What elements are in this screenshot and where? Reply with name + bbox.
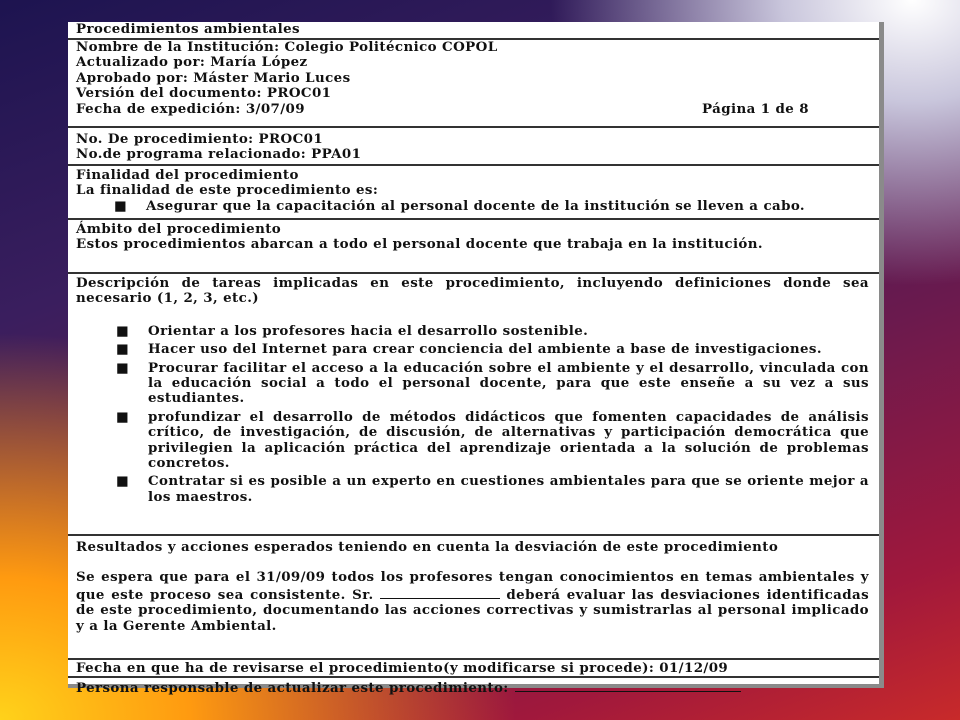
procedure-document	[68, 21, 884, 696]
results-text: Se espera que para el 31/09/09 todos los profesores tengan conocimientos en temas ambientales y que este proceso sea consistente. Sr. deberá evaluar las desviaciones identificadas de este procedimiento, documentando las acciones correctivas y sumistrarlas al personal implicado y a la Gerente Ambiental.	[76, 569, 870, 634]
scope-text: Estos procedimientos abarcan a todo el personal docente que trabaja en la institución.	[76, 236, 763, 253]
issue-date: Fecha de expedición: 3/07/09	[76, 100, 305, 117]
purpose-list	[76, 199, 869, 214]
title-section	[68, 22, 879, 40]
bullet-icon: ■	[116, 408, 130, 425]
bullet-icon: ■	[116, 359, 130, 376]
related-program: No.de programa relacionado: PPA01	[76, 146, 362, 163]
bullet-icon: ■	[114, 197, 128, 214]
date-page-row	[76, 102, 869, 117]
tasks-list	[76, 324, 869, 505]
bullet-icon: ■	[116, 322, 130, 339]
scope-heading: Ámbito del procedimiento	[76, 221, 282, 237]
updated-by: Actualizado por: María López	[76, 54, 308, 71]
bullet-icon: ■	[116, 341, 130, 358]
responsible-blank-line	[515, 679, 741, 692]
results-heading: Resultados y acciones esperados teniendo en cuenta la desviación de este procedimiento	[76, 539, 779, 555]
info-section	[68, 40, 879, 128]
list-item: ■ Hacer uso del Internet para crear conciencia del ambiente a base de investigaciones.	[116, 341, 822, 358]
page-number: Página 1 de 8	[702, 100, 809, 117]
list-item: ■ Asegurar que la capacitación al personal docente de la institución se lleven a cabo.	[114, 197, 805, 214]
document-version: Versión del documento: PROC01	[76, 85, 332, 102]
list-item: ■ Contratar si es posible a un experto en cuestiones ambientales para que se oriente mejor a los maestros.	[116, 473, 869, 505]
bullet-icon: ■	[116, 473, 130, 490]
name-blank-line	[380, 586, 500, 599]
results-section	[68, 536, 879, 660]
responsible-section	[68, 678, 879, 698]
scope-section	[68, 220, 879, 274]
purpose-section	[68, 166, 879, 220]
tasks-heading: Descripción de tareas implicadas en este procedimiento, incluyendo definiciones donde sea necesario (1, 2, 3, etc.)	[76, 275, 869, 307]
purpose-heading: Finalidad del procedimiento	[76, 167, 299, 183]
list-item: ■ profundizar el desarrollo de métodos didácticos que fomenten capacidades de análisis crítico, de investigación, de discusión, de alternativas y participación democrática que privilegien la aplicación práctica del aprendizaje orientada a la solución de problemas concretos.	[116, 408, 869, 472]
institution-name: Nombre de la Institución: Colegio Politécnico COPOL	[76, 39, 498, 55]
review-section	[68, 660, 879, 678]
tasks-section	[68, 274, 879, 536]
procedure-number: No. De procedimiento: PROC01	[76, 131, 324, 147]
procedure-number-section	[68, 128, 879, 166]
list-item: ■ Procurar facilitar el acceso a la educación sobre el ambiente y el desarrollo, vinculada con la educación social a todo el personal docente, para que este enseñe a su vez a sus estudiantes.	[116, 359, 869, 407]
document-title: Procedimientos ambientales	[76, 21, 300, 37]
responsible-person: Persona responsable de actualizar este procedimiento:	[76, 679, 869, 696]
review-date: Fecha en que ha de revisarse el procedimiento(y modificarse si procede): 01/12/09	[76, 660, 729, 676]
purpose-intro: La finalidad de este procedimiento es:	[76, 182, 379, 199]
approved-by: Aprobado por: Máster Mario Luces	[76, 69, 351, 86]
list-item: ■ Orientar a los profesores hacia el desarrollo sostenible.	[116, 322, 589, 339]
